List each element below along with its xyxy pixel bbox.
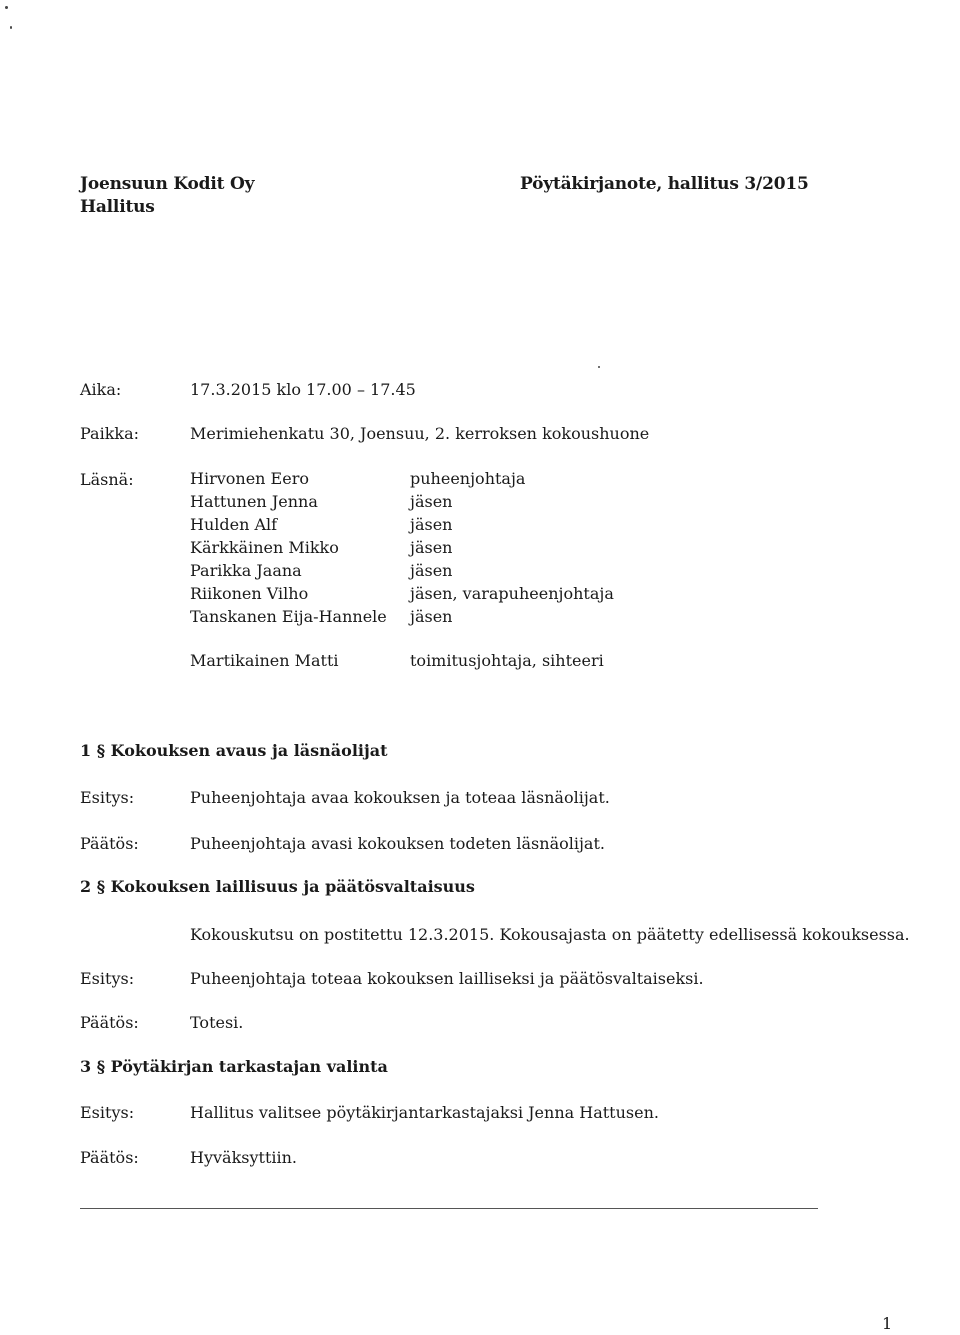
scan-speck (5, 6, 8, 9)
decision-label: Päätös: (80, 834, 139, 853)
attendee-name: Tanskanen Eija-Hannele (190, 607, 387, 626)
proposal-text: Puheenjohtaja toteaa kokouksen lailliseksi ja päätösvaltaiseksi. (190, 969, 704, 988)
attendee-role: jäsen (410, 492, 453, 511)
decision-text: Hyväksyttiin. (190, 1148, 297, 1167)
organization-name: Joensuun Kodit Oy (80, 174, 255, 194)
section-intro: Kokouskutsu on postitettu 12.3.2015. Kokousajasta on päätetty edellisessä kokouksessa. (190, 925, 910, 944)
time-label: Aika: (80, 380, 122, 399)
section-heading: 2 § Kokouksen laillisuus ja päätösvaltaisuus (80, 877, 475, 896)
section-heading: 3 § Pöytäkirjan tarkastajan valinta (80, 1057, 388, 1076)
bottom-divider (80, 1208, 818, 1209)
scan-speck (10, 26, 12, 29)
secretary-role: toimitusjohtaja, sihteeri (410, 651, 604, 670)
attendee-role: jäsen, varapuheenjohtaja (410, 584, 614, 603)
proposal-label: Esitys: (80, 969, 135, 988)
proposal-label: Esitys: (80, 1103, 135, 1122)
organization-unit: Hallitus (80, 197, 155, 217)
place-label: Paikka: (80, 424, 140, 443)
proposal-label: Esitys: (80, 788, 135, 807)
attendee-role: jäsen (410, 538, 453, 557)
proposal-text: Puheenjohtaja avaa kokouksen ja toteaa läsnäolijat. (190, 788, 610, 807)
attendee-name: Hattunen Jenna (190, 492, 318, 511)
section-heading: 1 § Kokouksen avaus ja läsnäolijat (80, 741, 388, 760)
document-title: Pöytäkirjanote, hallitus 3/2015 (520, 174, 809, 194)
decision-text: Puheenjohtaja avasi kokouksen todeten läsnäolijat. (190, 834, 605, 853)
scan-speck (598, 366, 600, 368)
attendee-role: puheenjohtaja (410, 469, 526, 488)
decision-label: Päätös: (80, 1013, 139, 1032)
present-label: Läsnä: (80, 470, 134, 489)
proposal-text: Hallitus valitsee pöytäkirjantarkastajaksi Jenna Hattusen. (190, 1103, 659, 1122)
decision-text: Totesi. (190, 1013, 244, 1032)
attendee-name: Hulden Alf (190, 515, 278, 534)
decision-label: Päätös: (80, 1148, 139, 1167)
attendee-role: jäsen (410, 607, 453, 626)
secretary-name: Martikainen Matti (190, 651, 339, 670)
attendee-name: Hirvonen Eero (190, 469, 309, 488)
attendee-role: jäsen (410, 515, 453, 534)
attendee-name: Parikka Jaana (190, 561, 302, 580)
time-value: 17.3.2015 klo 17.00 – 17.45 (190, 380, 416, 399)
attendee-names (190, 467, 387, 628)
attendee-name: Riikonen Vilho (190, 584, 309, 603)
place-value: Merimiehenkatu 30, Joensuu, 2. kerroksen kokoushuone (190, 424, 650, 443)
attendee-role: jäsen (410, 561, 453, 580)
attendee-name: Kärkkäinen Mikko (190, 538, 339, 557)
page-number: 1 (882, 1314, 893, 1333)
attendee-roles (410, 467, 614, 628)
